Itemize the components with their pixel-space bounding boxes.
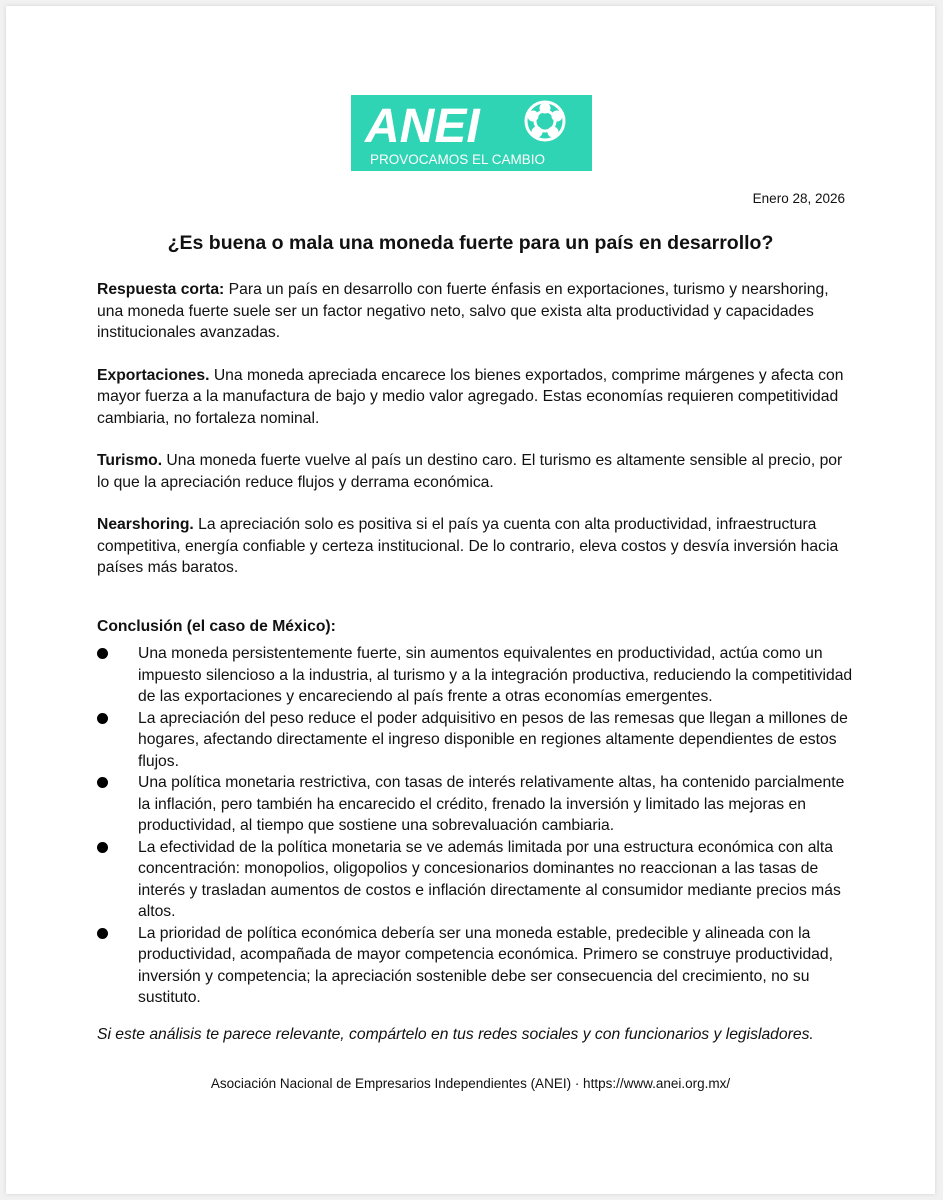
conclusion-list [97, 643, 857, 1009]
list-item [97, 708, 857, 773]
section-label: Exportaciones. [97, 366, 210, 384]
section-short-answer [97, 279, 857, 344]
document-footer: Asociación Nacional de Empresarios Independientes (ANEI) · https://www.anei.org.mx/ [210, 1076, 731, 1091]
bullet-icon [97, 928, 108, 939]
anei-logo-graphic [351, 95, 592, 171]
list-item-text: Una moneda persistentemente fuerte, sin aumentos equivalentes en productividad, actúa como un impuesto silencioso a la industria, al turismo y a la integración productiva, reduciendo la competitividad de las exportaciones y encareciendo al país frente a otras economías emergentes. [138, 645, 853, 705]
list-item [97, 837, 857, 923]
list-item [97, 923, 857, 1009]
document-page [6, 6, 935, 1194]
list-item-text: La efectividad de la política monetaria se ve además limitada por una estructura económica con alta concentración: monopolios, oligopolios y concesionarios dominantes no reaccionan a las tasas de interés y trasladan aumentos de costos e inflación directamente al consumidor mediante precios más altos. [138, 838, 841, 920]
logo-wordmark: ANEI [365, 100, 480, 153]
globe-hands-icon [526, 102, 564, 140]
section-label: Turismo. [97, 452, 163, 469]
anei-logo [351, 95, 592, 171]
bullet-icon [97, 713, 108, 724]
list-item-text: Una política monetaria restrictiva, con tasas de interés relativamente altas, ha contenido parcialmente la inflación, pero también ha encarecido el crédito, frenado la inversión y limitado las mejoras en productividad, al tiempo que sostiene una sobrevaluación cambiaria. [138, 774, 845, 834]
conclusion-heading: Conclusión (el caso de México): [97, 617, 336, 635]
bullet-icon [97, 648, 108, 659]
section-text: Una moneda apreciada encarece los bienes exportados, comprime márgenes y afecta con mayor fuerza a la manufactura de bajo y medio valor agregado. Estas economías requieren competitividad cambiaria, no fortaleza nominal. [97, 366, 844, 427]
section-text: La apreciación solo es positiva si el país ya cuenta con alta productividad, infraestructura competitiva, energía confiable y certeza institucional. De lo contrario, eleva costos y desvía inversión hacia países más baratos. [97, 516, 839, 576]
section-text: Una moneda fuerte vuelve al país un destino caro. El turismo es altamente sensible al precio, por lo que la apreciación reduce flujos y derrama económica. [97, 452, 843, 491]
section-nearshoring [97, 514, 857, 579]
section-text: Para un país en desarrollo con fuerte énfasis en exportaciones, turismo y nearshoring, una moneda fuerte suele ser un factor negativo neto, salvo que exista alta productividad y capacidades institucionales avanzadas. [97, 281, 829, 341]
bullet-icon [97, 842, 108, 853]
logo-tagline: PROVOCAMOS EL CAMBIO [370, 152, 546, 167]
closing-note: Si este análisis te parece relevante, compártelo en tus redes sociales y con funcionarios y legisladores. [97, 1025, 814, 1043]
document-date: Enero 28, 2026 [752, 191, 845, 206]
section-exports [97, 365, 857, 430]
document-body [97, 279, 857, 1045]
section-label: Nearshoring. [97, 516, 194, 533]
bullet-icon [97, 777, 108, 788]
document-title: ¿Es buena o mala una moneda fuerte para un país en desarrollo? [167, 232, 774, 254]
list-item [97, 772, 857, 837]
section-tourism [97, 450, 857, 493]
list-item [97, 643, 857, 708]
section-label: Respuesta corta: [97, 281, 225, 298]
list-item-text: La prioridad de política económica debería ser una moneda estable, predecible y alineada con la productividad, acompañada de mayor competencia económica. Primero se construye productividad, inversión y competencia; la apreciación sostenible debe ser consecuencia del crecimiento, no su sustituto. [138, 924, 833, 1006]
list-item-text: La apreciación del peso reduce el poder adquisitivo en pesos de las remesas que llegan a millones de hogares, afectando directamente el ingreso disponible en regiones altamente dependientes de estos flujos. [138, 709, 848, 770]
